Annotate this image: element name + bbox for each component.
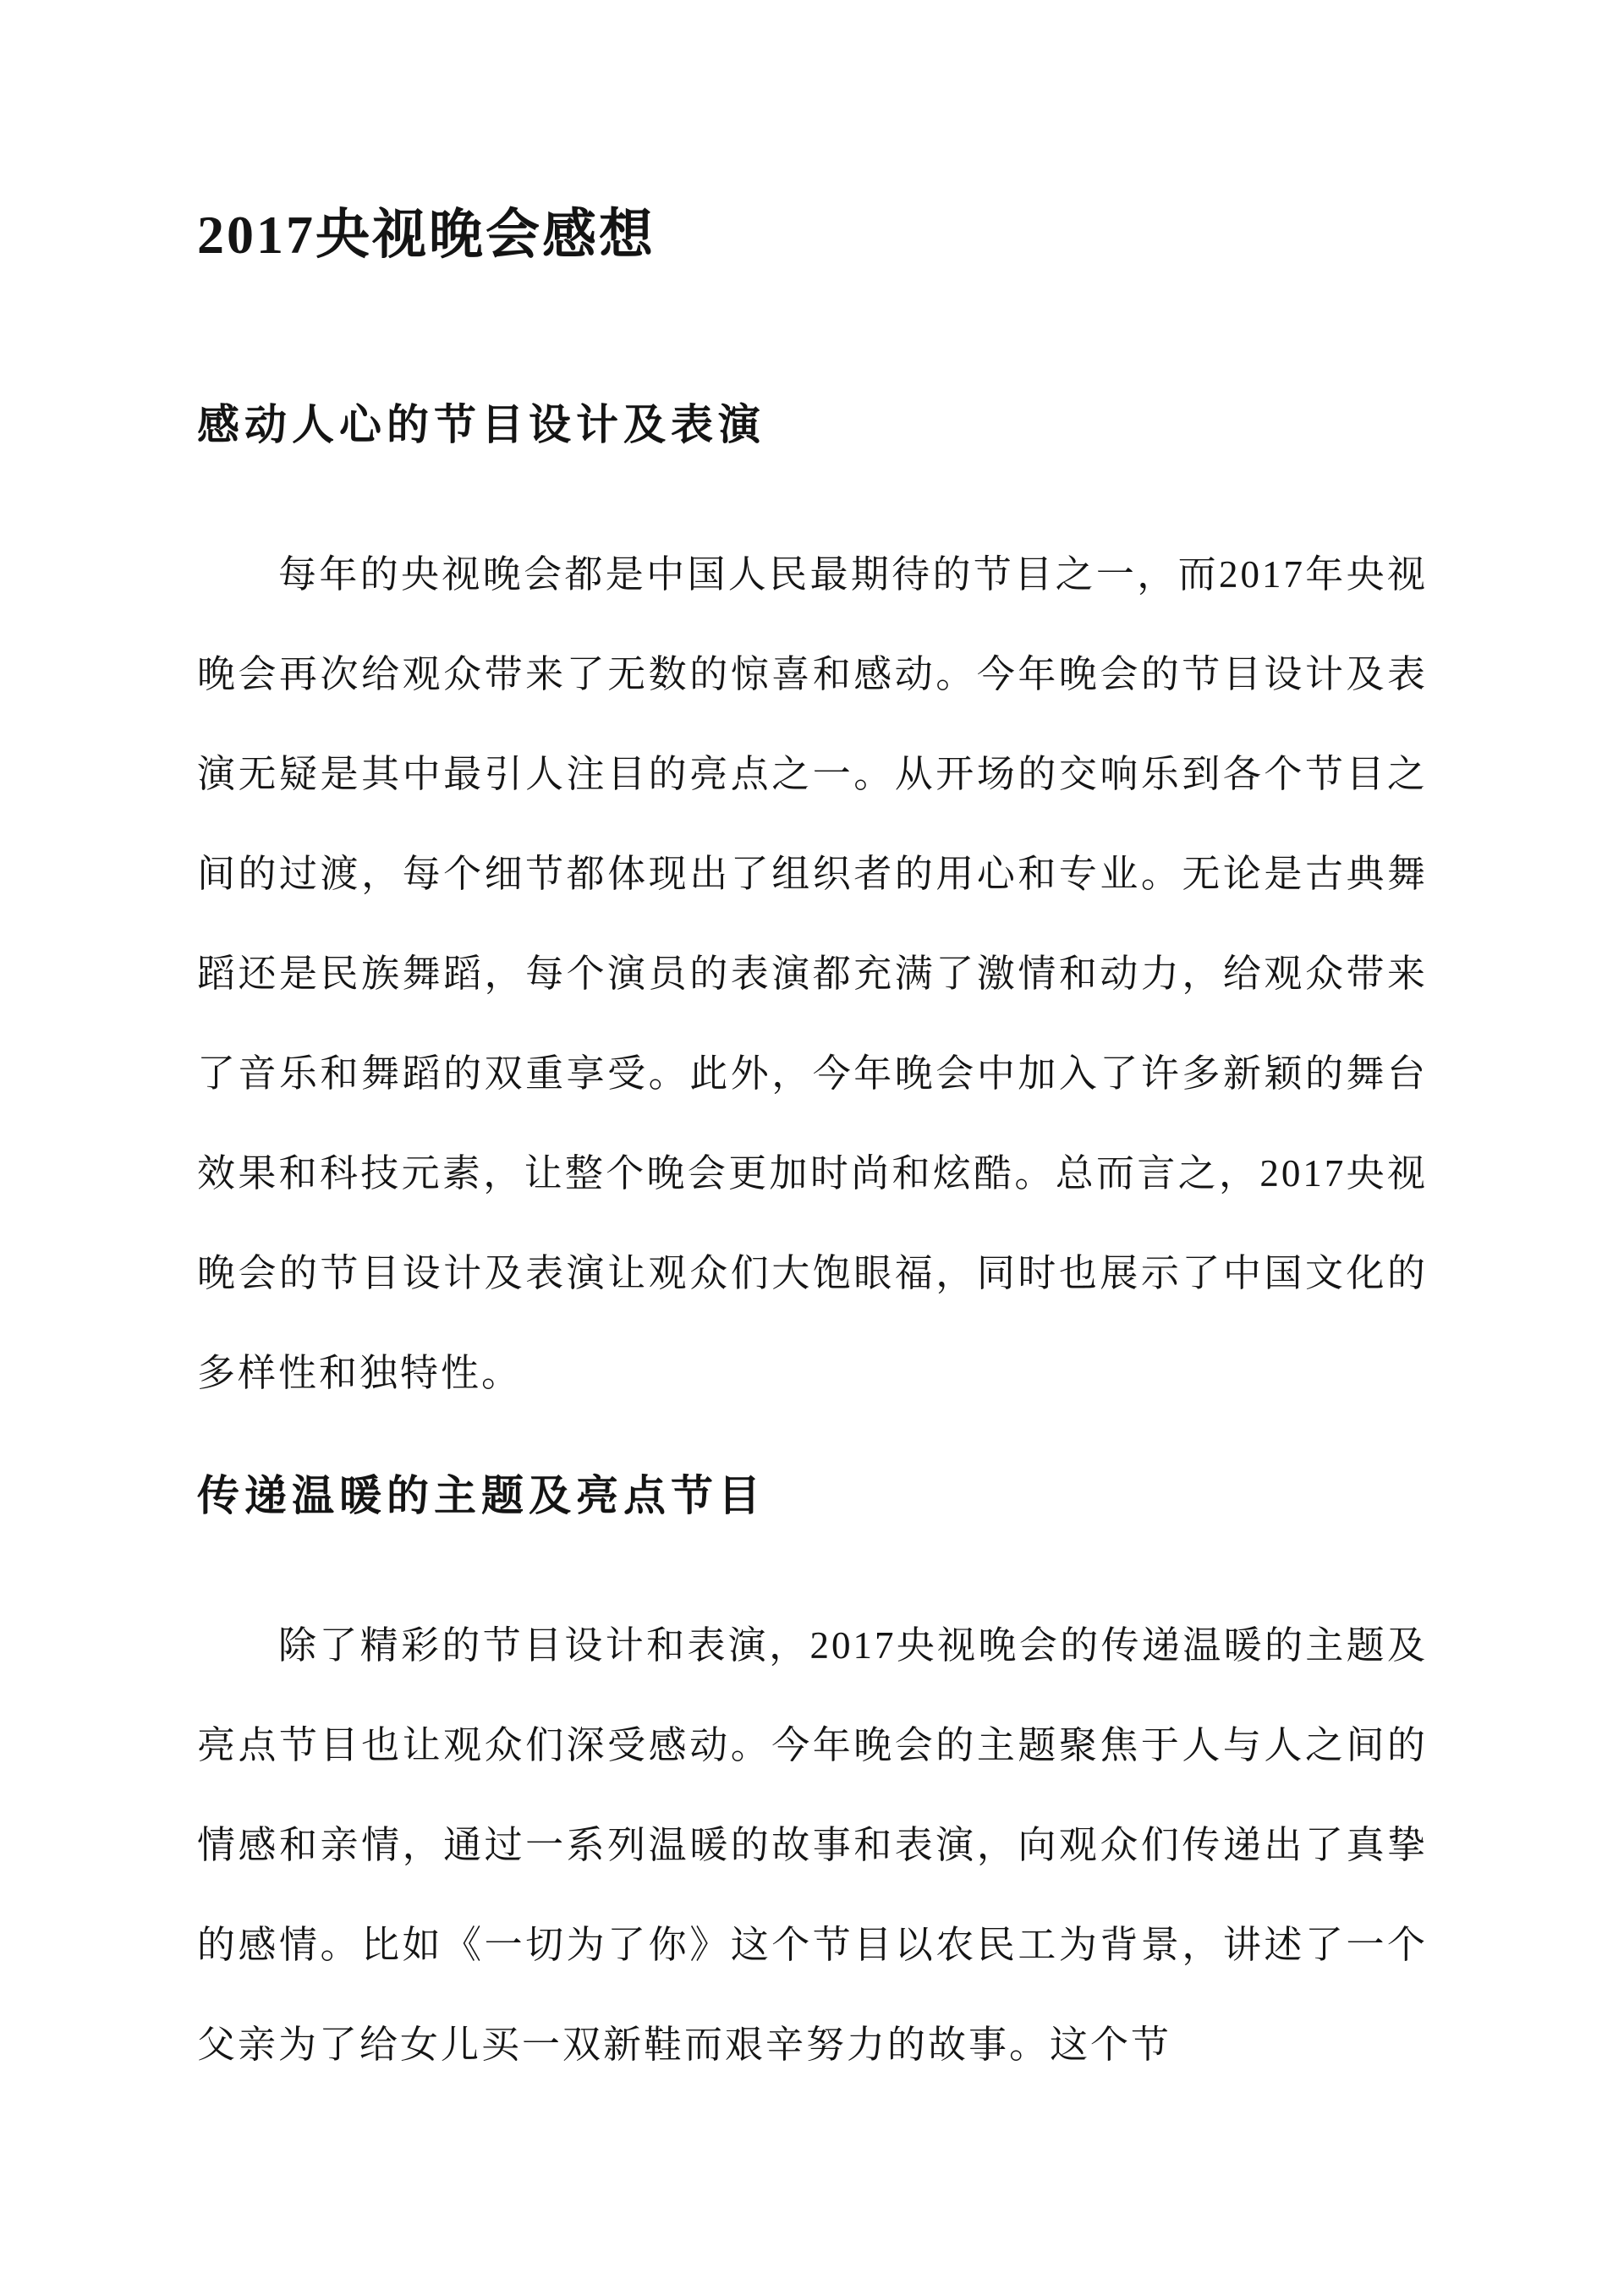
document-title: 2017央视晚会感想 [197, 205, 656, 265]
section-heading-program-design: 感动人心的节目设计及表演 [197, 401, 765, 449]
section-paragraph-program-design: 每年的央视晚会都是中国人民最期待的节目之一，而2017年央视晚会再次给观众带来了无数的惊喜和感动。今年晚会的节目设计及表演无疑是其中最引人注目的亮点之一。从开场的交响乐到各个节目之间的过渡，每个细节都体现出了组织者的用心和专业。无论是古典舞蹈还是民族舞蹈，每个演员的表演都充满了激情和动力，给观众带来了音乐和舞蹈的双重享受。此外，今年晚会中加入了许多新颖的舞台效果和科技元素，让整个晚会更加时尚和炫酷。总而言之，2017央视晚会的节目设计及表演让观众们大饱眼福，同时也展示了中国文化的多样性和独特性。 [197, 553, 1428, 1395]
section-heading-warm-theme: 传递温暖的主题及亮点节目 [197, 1472, 765, 1520]
section-paragraph-warm-theme: 除了精彩的节目设计和表演，2017央视晚会的传递温暖的主题及亮点节目也让观众们深受感动。今年晚会的主题聚焦于人与人之间的情感和亲情，通过一系列温暖的故事和表演，向观众们传递出了真挚的感情。比如《一切为了你》这个节目以农民工为背景，讲述了一个父亲为了给女儿买一双新鞋而艰辛努力的故事。这个节 [197, 1624, 1428, 2067]
